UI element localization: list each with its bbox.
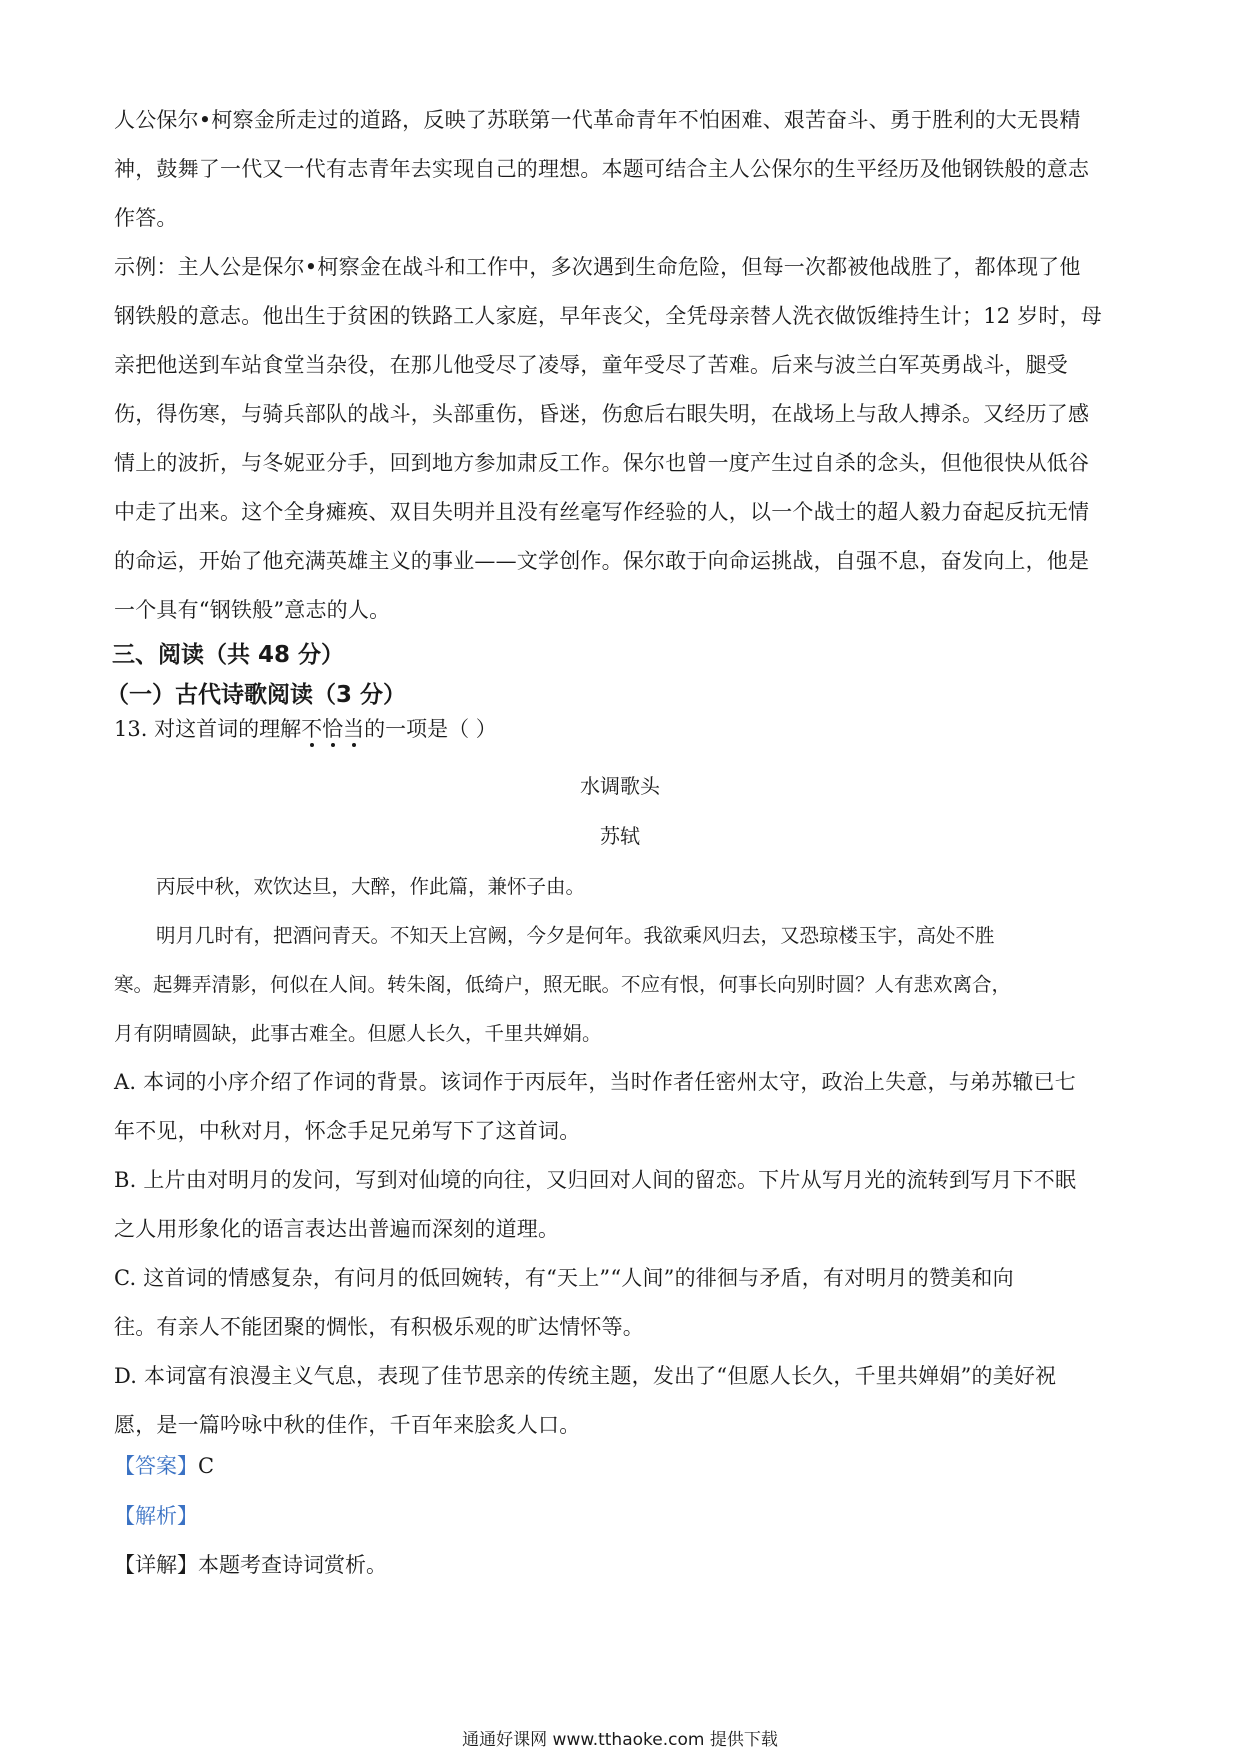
poem-author: 苏轼 (600, 824, 640, 848)
poem-body (114, 911, 1134, 1058)
option-c-line: C. 这首词的情感复杂，有问月的低回婉转，有“天上”“人间”的徘徊与矛盾，有对明月的赞美和向 (114, 1266, 1014, 1290)
detail-text: 本题考查诗词赏析。 (198, 1553, 387, 1577)
emphasis-char: 不 (301, 717, 323, 741)
analysis-row (114, 1500, 198, 1530)
option-b-line: 之人用形象化的语言表达出普遍而深刻的道理。 (114, 1217, 560, 1241)
question-text-pre: 13. 对这首词的理解 (114, 717, 302, 741)
example-line: 的命运，开始了他充满英雄主义的事业——文学创作。保尔敢于向命运挑战，自强不息，奋发向上，他是 (114, 549, 1090, 573)
poem-preface: 丙辰中秋，欢饮达旦，大醉，作此篇，兼怀子由。 (156, 875, 586, 898)
option-a-line: 年不见，中秋对月，怀念手足兄弟写下了这首词。 (114, 1119, 581, 1143)
answer-options (114, 1058, 1130, 1450)
answer-value: C (198, 1454, 215, 1478)
answer-label: 【答案】 (114, 1454, 198, 1478)
example-line: 一个具有“钢铁般”意志的人。 (114, 598, 391, 622)
section-heading: 三、阅读（共 48 分） (112, 642, 345, 668)
option-c-line: 往。有亲人不能团聚的惆怅，有积极乐观的旷达情怀等。 (114, 1315, 644, 1339)
example-paragraph (114, 243, 1130, 635)
example-line: 钢铁般的意志。他出生于贫困的铁路工人家庭，早年丧父，全凭母亲替人洗衣做饭维持生计；12 岁时，母 (114, 304, 1102, 328)
question-13 (114, 713, 497, 743)
example-line: 亲把他送到车站食堂当杂役，在那儿他受尽了凌辱，童年受尽了苦难。后来与波兰白军英勇战斗，腿受 (114, 353, 1068, 377)
poem-title: 水调歌头 (580, 774, 660, 798)
poem-line: 寒。起舞弄清影，何似在人间。转朱阁，低绮户，照无眠。不应有恨，何事长向别时圆？人有悲欢离合， (114, 973, 1012, 996)
intro-paragraph (114, 96, 1130, 243)
option-a-line: A. 本词的小序介绍了作词的背景。该词作于丙辰年，当时作者任密州太守，政治上失意，与弟苏辙已七 (114, 1070, 1076, 1094)
poem-line: 月有阴晴圆缺，此事古难全。但愿人长久，千里共婵娟。 (114, 1022, 602, 1045)
intro-line: 神，鼓舞了一代又一代有志青年去实现自己的理想。本题可结合主人公保尔的生平经历及他钢铁般的意志 (114, 157, 1090, 181)
example-line: 示例：主人公是保尔•柯察金在战斗和工作中，多次遇到生命危险，但每一次都被他战胜了，都体现了他 (114, 255, 1081, 279)
example-line: 情上的波折，与冬妮亚分手，回到地方参加肃反工作。保尔也曾一度产生过自杀的念头，但他很快从低谷 (114, 451, 1090, 475)
option-d-line: D. 本词富有浪漫主义气息，表现了佳节思亲的传统主题，发出了“但愿人长久，千里共婵娟”的美好祝 (114, 1364, 1057, 1388)
emphasis-char: 恰 (322, 717, 344, 741)
example-line: 中走了出来。这个全身瘫痪、双目失明并且没有丝毫写作经验的人，以一个战士的超人毅力奋起反抗无情 (114, 500, 1090, 524)
option-d-line: 愿，是一篇吟咏中秋的佳作，千百年来脍炙人口。 (114, 1413, 581, 1437)
intro-line: 人公保尔•柯察金所走过的道路，反映了苏联第一代革命青年不怕困难、艰苦奋斗、勇于胜利的大无畏精 (114, 108, 1081, 132)
example-line: 伤，得伤寒，与骑兵部队的战斗，头部重伤，昏迷，伤愈后右眼失明，在战场上与敌人搏杀。又经历了感 (114, 402, 1090, 426)
detail-label: 【详解】 (114, 1553, 198, 1577)
analysis-label: 【解析】 (114, 1504, 198, 1528)
intro-line: 作答。 (114, 206, 178, 230)
emphasis-char: 当 (343, 717, 365, 741)
detail-row (114, 1549, 387, 1579)
page-footer: 通通好课网 www.tthaoke.com 提供下载 (462, 1730, 778, 1750)
question-text-post: 的一项是（ ） (364, 717, 497, 741)
option-b-line: B. 上片由对明月的发问，写到对仙境的向往，又归回对人间的留恋。下片从写月光的流转到写月下不眠 (114, 1168, 1077, 1192)
answer-row (114, 1450, 214, 1480)
poem-line: 明月几时有，把酒问青天。不知天上宫阙，今夕是何年。我欲乘风归去，又恐琼楼玉宇，高处不胜 (156, 924, 995, 947)
subsection-heading: （一）古代诗歌阅读（3 分） (106, 682, 407, 708)
